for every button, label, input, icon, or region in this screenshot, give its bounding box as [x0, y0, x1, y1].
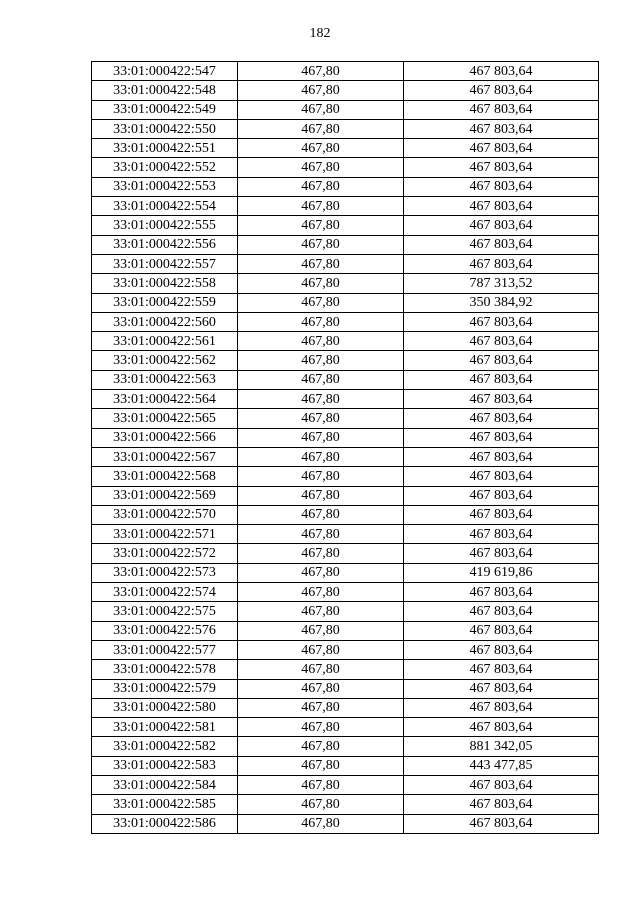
area-cell: 467,80 [238, 428, 404, 447]
value-cell: 467 803,64 [404, 235, 599, 254]
area-cell: 467,80 [238, 62, 404, 81]
cadastral-number-cell: 33:01:000422:578 [92, 660, 238, 679]
area-cell: 467,80 [238, 81, 404, 100]
area-cell: 467,80 [238, 505, 404, 524]
cadastral-number-cell: 33:01:000422:574 [92, 583, 238, 602]
cadastral-number-cell: 33:01:000422:552 [92, 158, 238, 177]
cadastral-number-cell: 33:01:000422:563 [92, 370, 238, 389]
cadastral-number-cell: 33:01:000422:554 [92, 197, 238, 216]
cadastral-number-cell: 33:01:000422:553 [92, 177, 238, 196]
cadastral-number-cell: 33:01:000422:577 [92, 640, 238, 659]
value-cell: 467 803,64 [404, 544, 599, 563]
table-row [92, 679, 599, 698]
area-cell: 467,80 [238, 679, 404, 698]
cadastral-number-cell: 33:01:000422:566 [92, 428, 238, 447]
table-row [92, 216, 599, 235]
table-body [92, 62, 599, 834]
table-row [92, 62, 599, 81]
cadastral-number-cell: 33:01:000422:562 [92, 351, 238, 370]
value-cell: 419 619,86 [404, 563, 599, 582]
value-cell: 467 803,64 [404, 718, 599, 737]
table-row [92, 583, 599, 602]
value-cell: 881 342,05 [404, 737, 599, 756]
cadastral-number-cell: 33:01:000422:561 [92, 332, 238, 351]
area-cell: 467,80 [238, 486, 404, 505]
value-cell: 467 803,64 [404, 775, 599, 794]
table-row [92, 197, 599, 216]
cadastral-number-cell: 33:01:000422:585 [92, 795, 238, 814]
cadastral-number-cell: 33:01:000422:575 [92, 602, 238, 621]
area-cell: 467,80 [238, 139, 404, 158]
table-row [92, 158, 599, 177]
table-row [92, 409, 599, 428]
table-row [92, 467, 599, 486]
area-cell: 467,80 [238, 447, 404, 466]
cadastral-number-cell: 33:01:000422:579 [92, 679, 238, 698]
table-row [92, 756, 599, 775]
table-row [92, 119, 599, 138]
table-row [92, 81, 599, 100]
cadastral-number-cell: 33:01:000422:549 [92, 100, 238, 119]
table-row [92, 100, 599, 119]
value-cell: 467 803,64 [404, 660, 599, 679]
value-cell: 467 803,64 [404, 390, 599, 409]
area-cell: 467,80 [238, 312, 404, 331]
area-cell: 467,80 [238, 718, 404, 737]
cadastral-number-cell: 33:01:000422:582 [92, 737, 238, 756]
area-cell: 467,80 [238, 119, 404, 138]
cadastral-number-cell: 33:01:000422:559 [92, 293, 238, 312]
value-cell: 467 803,64 [404, 467, 599, 486]
table-row [92, 544, 599, 563]
cadastral-number-cell: 33:01:000422:547 [92, 62, 238, 81]
value-cell: 467 803,64 [404, 100, 599, 119]
table-row [92, 505, 599, 524]
area-cell: 467,80 [238, 177, 404, 196]
area-cell: 467,80 [238, 216, 404, 235]
table-row [92, 312, 599, 331]
area-cell: 467,80 [238, 525, 404, 544]
value-cell: 467 803,64 [404, 216, 599, 235]
value-cell: 467 803,64 [404, 814, 599, 833]
area-cell: 467,80 [238, 814, 404, 833]
cadastral-number-cell: 33:01:000422:573 [92, 563, 238, 582]
table-row [92, 525, 599, 544]
area-cell: 467,80 [238, 756, 404, 775]
value-cell: 467 803,64 [404, 139, 599, 158]
value-cell: 467 803,64 [404, 409, 599, 428]
cadastral-number-cell: 33:01:000422:560 [92, 312, 238, 331]
value-cell: 467 803,64 [404, 254, 599, 273]
area-cell: 467,80 [238, 235, 404, 254]
cadastral-number-cell: 33:01:000422:580 [92, 698, 238, 717]
area-cell: 467,80 [238, 332, 404, 351]
value-cell: 467 803,64 [404, 158, 599, 177]
table-row [92, 814, 599, 833]
cadastral-number-cell: 33:01:000422:570 [92, 505, 238, 524]
table-row [92, 640, 599, 659]
cadastral-number-cell: 33:01:000422:586 [92, 814, 238, 833]
area-cell: 467,80 [238, 544, 404, 563]
table-row [92, 563, 599, 582]
area-cell: 467,80 [238, 737, 404, 756]
table-row [92, 370, 599, 389]
value-cell: 467 803,64 [404, 62, 599, 81]
cadastral-number-cell: 33:01:000422:558 [92, 274, 238, 293]
area-cell: 467,80 [238, 640, 404, 659]
cadastral-number-cell: 33:01:000422:571 [92, 525, 238, 544]
value-cell: 467 803,64 [404, 621, 599, 640]
cadastral-table [91, 61, 599, 834]
table-row [92, 332, 599, 351]
area-cell: 467,80 [238, 467, 404, 486]
table-row [92, 737, 599, 756]
area-cell: 467,80 [238, 621, 404, 640]
table-row [92, 274, 599, 293]
area-cell: 467,80 [238, 583, 404, 602]
area-cell: 467,80 [238, 795, 404, 814]
cadastral-number-cell: 33:01:000422:572 [92, 544, 238, 563]
value-cell: 350 384,92 [404, 293, 599, 312]
area-cell: 467,80 [238, 254, 404, 273]
value-cell: 467 803,64 [404, 525, 599, 544]
area-cell: 467,80 [238, 274, 404, 293]
value-cell: 467 803,64 [404, 698, 599, 717]
table-row [92, 177, 599, 196]
area-cell: 467,80 [238, 660, 404, 679]
table-row [92, 698, 599, 717]
cadastral-number-cell: 33:01:000422:581 [92, 718, 238, 737]
cadastral-number-cell: 33:01:000422:551 [92, 139, 238, 158]
table-row [92, 718, 599, 737]
cadastral-number-cell: 33:01:000422:576 [92, 621, 238, 640]
table-row [92, 795, 599, 814]
page-number: 182 [309, 26, 331, 41]
value-cell: 467 803,64 [404, 486, 599, 505]
cadastral-number-cell: 33:01:000422:548 [92, 81, 238, 100]
table-row [92, 621, 599, 640]
value-cell: 467 803,64 [404, 177, 599, 196]
value-cell: 467 803,64 [404, 370, 599, 389]
area-cell: 467,80 [238, 698, 404, 717]
value-cell: 467 803,64 [404, 447, 599, 466]
table-row [92, 293, 599, 312]
value-cell: 443 477,85 [404, 756, 599, 775]
cadastral-number-cell: 33:01:000422:565 [92, 409, 238, 428]
table-row [92, 139, 599, 158]
cadastral-number-cell: 33:01:000422:583 [92, 756, 238, 775]
area-cell: 467,80 [238, 293, 404, 312]
table-row [92, 428, 599, 447]
area-cell: 467,80 [238, 100, 404, 119]
area-cell: 467,80 [238, 158, 404, 177]
cadastral-number-cell: 33:01:000422:564 [92, 390, 238, 409]
cadastral-number-cell: 33:01:000422:584 [92, 775, 238, 794]
area-cell: 467,80 [238, 390, 404, 409]
table-row [92, 351, 599, 370]
cadastral-number-cell: 33:01:000422:555 [92, 216, 238, 235]
area-cell: 467,80 [238, 563, 404, 582]
value-cell: 467 803,64 [404, 332, 599, 351]
value-cell: 467 803,64 [404, 640, 599, 659]
cadastral-number-cell: 33:01:000422:557 [92, 254, 238, 273]
area-cell: 467,80 [238, 409, 404, 428]
cadastral-number-cell: 33:01:000422:556 [92, 235, 238, 254]
table-row [92, 390, 599, 409]
value-cell: 467 803,64 [404, 428, 599, 447]
table-row [92, 235, 599, 254]
value-cell: 787 313,52 [404, 274, 599, 293]
area-cell: 467,80 [238, 370, 404, 389]
value-cell: 467 803,64 [404, 197, 599, 216]
area-cell: 467,80 [238, 602, 404, 621]
table-row [92, 486, 599, 505]
cadastral-number-cell: 33:01:000422:567 [92, 447, 238, 466]
area-cell: 467,80 [238, 351, 404, 370]
value-cell: 467 803,64 [404, 602, 599, 621]
value-cell: 467 803,64 [404, 119, 599, 138]
value-cell: 467 803,64 [404, 505, 599, 524]
area-cell: 467,80 [238, 775, 404, 794]
cadastral-number-cell: 33:01:000422:550 [92, 119, 238, 138]
table-row [92, 602, 599, 621]
cadastral-number-cell: 33:01:000422:569 [92, 486, 238, 505]
value-cell: 467 803,64 [404, 795, 599, 814]
value-cell: 467 803,64 [404, 679, 599, 698]
table-row [92, 254, 599, 273]
value-cell: 467 803,64 [404, 312, 599, 331]
table-row [92, 447, 599, 466]
value-cell: 467 803,64 [404, 81, 599, 100]
cadastral-number-cell: 33:01:000422:568 [92, 467, 238, 486]
table-row [92, 660, 599, 679]
area-cell: 467,80 [238, 197, 404, 216]
value-cell: 467 803,64 [404, 583, 599, 602]
table-row [92, 775, 599, 794]
value-cell: 467 803,64 [404, 351, 599, 370]
